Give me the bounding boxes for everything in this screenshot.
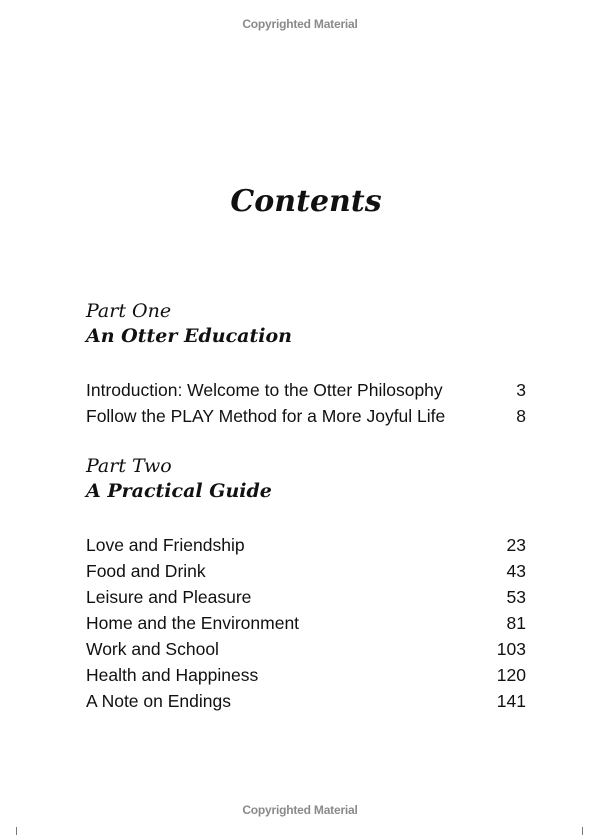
toc-entry-title: Health and Happiness: [86, 665, 259, 685]
toc-entry: [86, 662, 526, 688]
toc-entry: [86, 558, 526, 584]
toc-entry-page: 53: [506, 587, 526, 607]
crop-mark-right: [582, 827, 583, 835]
part-one-title: An Otter Education: [86, 325, 292, 347]
part-two-toc-list: [86, 532, 526, 714]
toc-entry: [86, 636, 526, 662]
toc-entry-title: Food and Drink: [86, 561, 206, 581]
toc-entry-title: Introduction: Welcome to the Otter Philosophy: [86, 380, 443, 400]
toc-entry-page: 23: [506, 535, 526, 555]
page-title: Contents: [230, 184, 382, 219]
toc-entry-page: 3: [516, 380, 526, 400]
part-one-toc-list: [86, 377, 526, 429]
toc-entry-title: Work and School: [86, 639, 219, 659]
toc-entry: [86, 403, 526, 429]
toc-entry: [86, 377, 526, 403]
toc-entry-title: A Note on Endings: [86, 691, 231, 711]
toc-entry-page: 103: [496, 639, 526, 659]
toc-entry-title: Home and the Environment: [86, 613, 300, 633]
toc-entry: [86, 610, 526, 636]
toc-entry-title: Follow the PLAY Method for a More Joyful Life: [86, 406, 446, 426]
part-one-label: Part One: [86, 300, 172, 322]
part-two-title: A Practical Guide: [86, 480, 272, 502]
toc-entry: [86, 532, 526, 558]
toc-entry-page: 120: [496, 665, 526, 685]
toc-entry-page: 81: [506, 613, 526, 633]
toc-entry-page: 43: [506, 561, 526, 581]
toc-entry: [86, 688, 526, 714]
copyright-watermark-bottom: Copyrighted Material: [242, 803, 358, 817]
toc-entry-title: Leisure and Pleasure: [86, 587, 252, 607]
toc-entry: [86, 584, 526, 610]
copyright-watermark-top: Copyrighted Material: [242, 17, 358, 31]
toc-entry-page: 141: [496, 691, 526, 711]
toc-entry-page: 8: [516, 406, 526, 426]
crop-mark-left: [16, 827, 17, 835]
part-two-label: Part Two: [86, 455, 172, 477]
toc-entry-title: Love and Friendship: [86, 535, 245, 555]
